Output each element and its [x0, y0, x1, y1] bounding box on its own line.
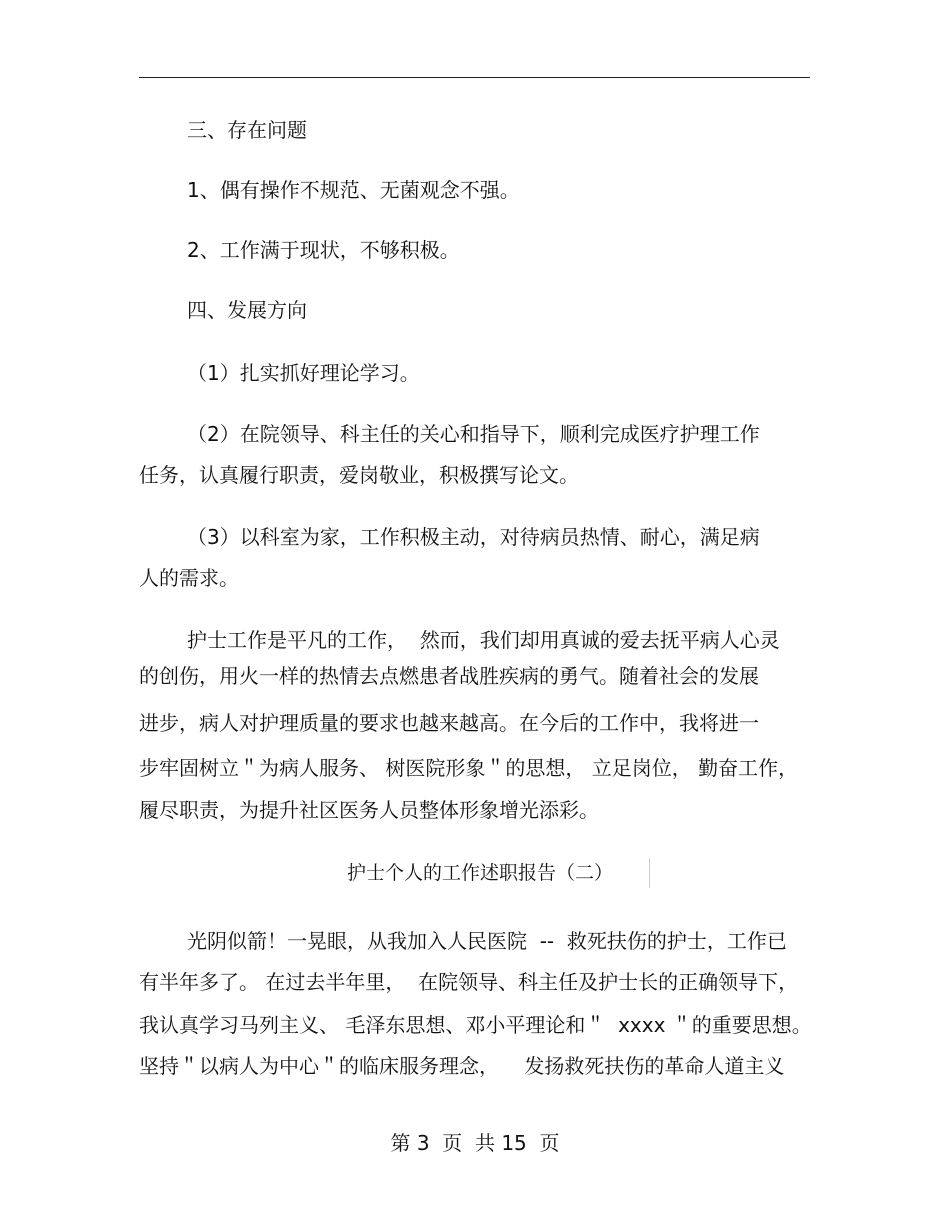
problems-heading: 三、存在问题 — [187, 118, 307, 142]
summary-line-5: 履尽职责，为提升社区医务人员整体形象增光添彩。 — [139, 798, 599, 822]
title-divider — [649, 858, 650, 888]
report-2-line-3: 我认真学习马列主义、 毛泽东思想、邓小平理论和＂ xxxx ＂的重要思想。 — [139, 1013, 812, 1037]
direction-item-1: （1）扎实抓好理论学习。 — [187, 361, 420, 385]
direction-item-2-line-2: 任务，认真履行职责，爱岗敬业，积极撰写论文。 — [139, 463, 579, 487]
page-number-footer: 第 3 页 共 15 页 — [390, 1131, 560, 1155]
summary-line-4: 步牢固树立＂为病人服务、 树医院形象＂的思想， 立足岗位， 勤奋工作， — [139, 756, 799, 780]
report-2-line-1: 光阴似箭！一晃眼，从我加入人民医院 -- 救死扶伤的护士，工作已 — [187, 929, 787, 953]
direction-item-2-line-1: （2）在院领导、科主任的关心和指导下，顺利完成医疗护理工作 — [187, 422, 760, 446]
direction-item-3-line-1: （3）以科室为家，工作积极主动，对待病员热情、耐心，满足病 — [187, 525, 760, 549]
report-2-title: 护士个人的工作述职报告（二） — [347, 862, 614, 884]
report-2-line-4: 坚持＂以病人为中心＂的临床服务理念， 发扬救死扶伤的革命人道主义 — [139, 1054, 785, 1078]
summary-line-1: 护士工作是平凡的工作， 然而，我们却用真诚的爱去抚平病人心灵 — [187, 628, 780, 652]
report-2-line-2: 有半年多了。 在过去半年里， 在院领导、科主任及护士长的正确领导下， — [139, 970, 799, 994]
summary-line-2: 的创伤，用火一样的热情去点燃患者战胜疾病的勇气。随着社会的发展 — [139, 664, 759, 688]
direction-heading: 四、发展方向 — [187, 298, 307, 322]
problem-item-2: 2、工作满于现状，不够积极。 — [187, 238, 460, 262]
problem-item-1: 1、偶有操作不规范、无菌观念不强。 — [187, 178, 520, 202]
summary-line-3: 进步，病人对护理质量的要求也越来越高。在今后的工作中，我将进一 — [139, 711, 759, 735]
header-rule — [139, 77, 810, 78]
direction-item-3-line-2: 人的需求。 — [139, 566, 239, 590]
